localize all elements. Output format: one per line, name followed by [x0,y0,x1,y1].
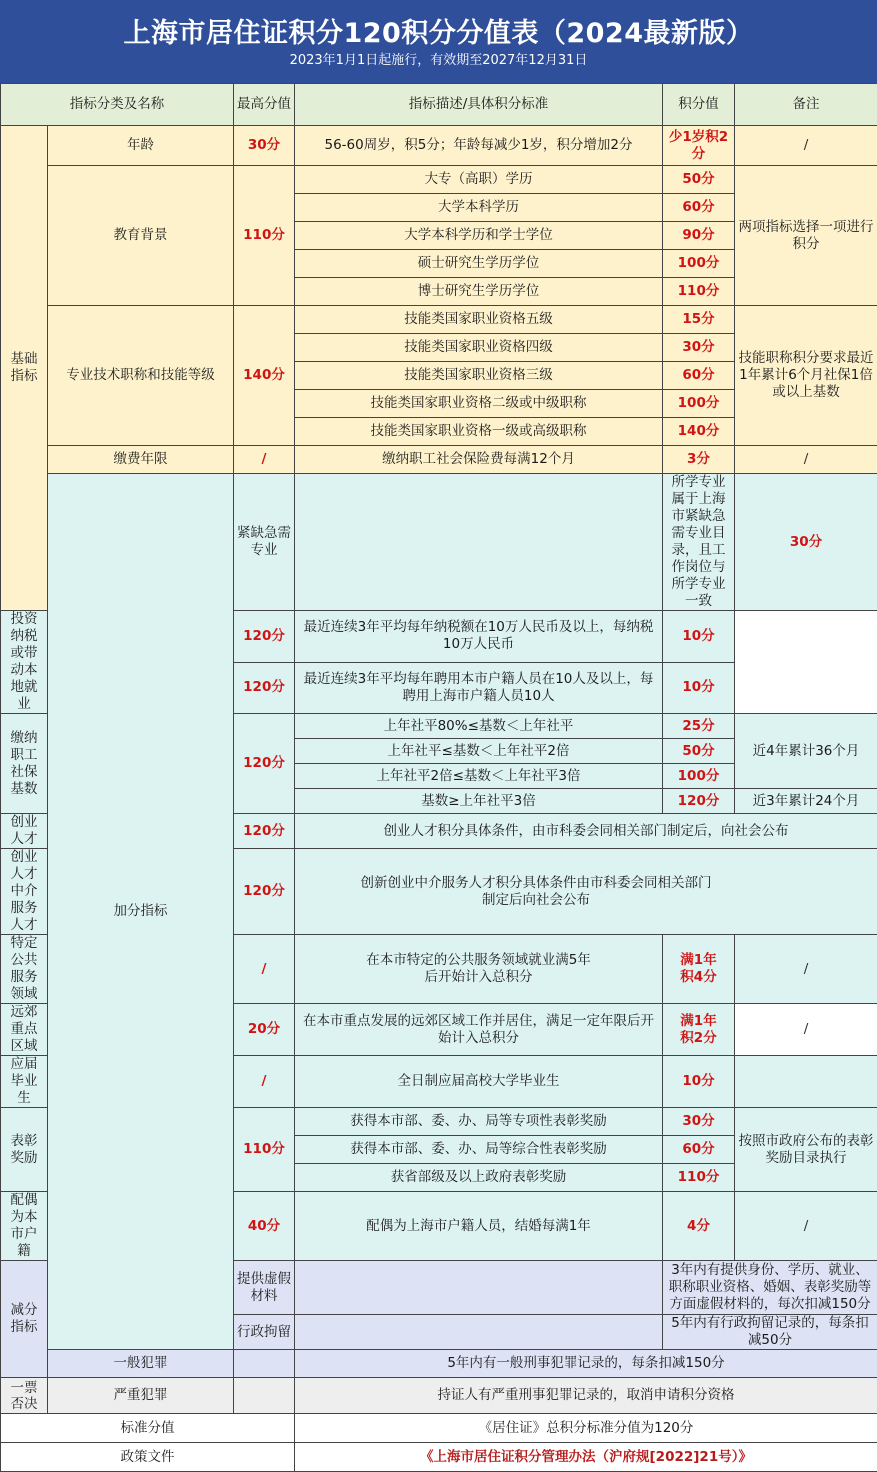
row-score: 60分 [663,1136,735,1164]
row-name: 远郊重点区域 [1,1004,48,1056]
row-score: 10分 [663,1056,735,1108]
note-choose-one: 两项指标选择一项进行积分 [735,166,877,306]
row-note: / [735,1192,877,1261]
row-desc: 大专（高职）学历 [295,166,663,194]
row-name: 创业人才 [1,814,48,849]
row-max: 120分 [234,814,295,849]
row-desc: 所学专业属于上海市紧缺急需专业目录，且工作岗位与所学专业一致 [663,474,735,611]
row-desc: 大学本科学历 [295,194,663,222]
row-max: 120分 [234,662,295,714]
row-score: 30分 [663,1108,735,1136]
table-row [1,1443,877,1472]
row-name: 严重犯罪 [48,1378,234,1414]
row-max: 140分 [234,306,295,446]
table-row [1,306,877,334]
row-score: 60分 [663,362,735,390]
row-name: 表彰奖励 [1,1108,48,1192]
row-note: / [735,1004,877,1056]
row-score: 满1年积4分 [663,935,735,1004]
note-social-36: 近4年累计36个月 [735,714,877,789]
row-desc: 配偶为上海市户籍人员，结婚每满1年 [295,1192,663,1261]
row-score: 100分 [663,390,735,418]
row-score: 15分 [663,306,735,334]
page-subtitle: 2023年1月1日起施行，有效期至2027年12月31日 [0,52,877,70]
row-score: 50分 [663,739,735,764]
row-name: 创业人才中介服务人才 [1,849,48,935]
row-desc: 大学本科学历和学士学位 [295,222,663,250]
row-desc: 获得本市部、委、办、局等专项性表彰奖励 [295,1108,663,1136]
row-note: / [735,446,877,474]
row-score: 10分 [663,662,735,714]
row-name: 投资纳税或带动本地就业 [1,611,48,714]
row-score: 100分 [663,250,735,278]
row-name: 年龄 [48,126,234,166]
note-skill-requirement: 技能职称积分要求最近1年累计6个月社保1倍或以上基数 [735,306,877,446]
row-score: 30分 [735,474,877,611]
row-max [295,1315,663,1350]
row-name: 一般犯罪 [48,1350,234,1378]
table-header-row [1,84,877,126]
header-note: 备注 [735,84,877,126]
row-score: 110分 [663,1164,735,1192]
row-desc: 56-60周岁，积5分；年龄每减少1岁，积分增加2分 [295,126,663,166]
row-desc: 5年内有一般刑事犯罪记录的，每条扣减150分 [295,1350,877,1378]
row-score: 4分 [663,1192,735,1261]
row-desc: 博士研究生学历学位 [295,278,663,306]
row-name: 提供虚假材料 [234,1261,295,1315]
row-desc: 最近连续3年平均每年纳税额在10万人民币及以上，每纳税10万人民币 [295,611,663,663]
footer-policy-label: 政策文件 [1,1443,295,1472]
row-desc: 全日制应届高校大学毕业生 [295,1056,663,1108]
row-name: 专业技术职称和技能等级 [48,306,234,446]
row-score: 25分 [663,714,735,739]
row-note: / [735,935,877,1004]
row-max: / [234,935,295,1004]
row-score: 10分 [663,611,735,663]
row-max: 120分 [234,849,295,935]
row-max: 110分 [234,1108,295,1192]
row-score: 120分 [663,789,735,814]
row-note: / [735,126,877,166]
group-bonus: 加分指标 [48,474,234,1350]
row-desc: 上年社平2倍≤基数＜上年社平3倍 [295,764,663,789]
row-score: 30分 [663,334,735,362]
footer-standard-label: 标准分值 [1,1414,295,1443]
row-name: 缴费年限 [48,446,234,474]
footer-policy-value: 《上海市居住证积分管理办法（沪府规[2022]21号）》 [295,1443,877,1472]
note-award: 按照市政府公布的表彰奖励目录执行 [735,1108,877,1192]
table-row [1,446,877,474]
row-max [234,1350,295,1378]
row-max: 40分 [234,1192,295,1261]
row-score: 少1岁积2分 [663,126,735,166]
row-desc: 技能类国家职业资格五级 [295,306,663,334]
row-desc: 上年社平≤基数＜上年社平2倍 [295,739,663,764]
row-max: 20分 [234,1004,295,1056]
row-desc: 获得本市部、委、办、局等综合性表彰奖励 [295,1136,663,1164]
row-score: 3分 [663,446,735,474]
row-desc: 获省部级及以上政府表彰奖励 [295,1164,663,1192]
row-desc: 3年内有提供身份、学历、就业、职称职业资格、婚姻、表彰奖励等方面虚假材料的，每次扣减150分 [663,1261,877,1315]
row-desc: 技能类国家职业资格二级或中级职称 [295,390,663,418]
row-max: 110分 [234,166,295,306]
row-note [735,1056,877,1108]
row-score: 满1年积2分 [663,1004,735,1056]
row-desc: 最近连续3年平均每年聘用本市户籍人员在10人及以上，每聘用上海市户籍人员10人 [295,662,663,714]
row-score: 50分 [663,166,735,194]
row-max [295,1261,663,1315]
header-score: 积分值 [663,84,735,126]
row-score: 60分 [663,194,735,222]
row-name: 缴纳职工社保基数 [1,714,48,814]
row-desc: 在本市重点发展的远郊区域工作并居住，满足一定年限后开始计入总积分 [295,1004,663,1056]
row-max: 120分 [234,714,295,814]
header-max: 最高分值 [234,84,295,126]
row-max: 120分 [234,611,295,663]
row-max: 30分 [234,126,295,166]
header-category: 指标分类及名称 [1,84,234,126]
row-desc: 5年内有行政拘留记录的，每条扣减50分 [663,1315,877,1350]
page-header [0,0,877,83]
row-desc: 技能类国家职业资格四级 [295,334,663,362]
row-desc: 上年社平80%≤基数＜上年社平 [295,714,663,739]
row-score: 100分 [663,764,735,789]
score-table [0,83,877,1472]
row-desc: 技能类国家职业资格一级或高级职称 [295,418,663,446]
row-name: 紧缺急需专业 [234,474,295,611]
row-score: 110分 [663,278,735,306]
note-social-24: 近3年累计24个月 [735,789,877,814]
table-row [1,474,877,611]
row-max [234,1378,295,1414]
table-row [1,1414,877,1443]
row-name: 应届毕业生 [1,1056,48,1108]
table-row [1,1350,877,1378]
header-desc: 指标描述/具体积分标准 [295,84,663,126]
row-desc: 技能类国家职业资格三级 [295,362,663,390]
table-row [1,166,877,194]
page-title: 上海市居住证积分120积分分值表（2024最新版） [0,0,877,50]
group-veto: 一票否决 [1,1378,48,1414]
row-desc: 在本市特定的公共服务领域就业满5年后开始计入总积分 [295,935,663,1004]
table-row [1,126,877,166]
row-score: 140分 [663,418,735,446]
row-score: 90分 [663,222,735,250]
row-max [295,474,663,611]
row-desc: 硕士研究生学历学位 [295,250,663,278]
row-name: 特定公共服务领域 [1,935,48,1004]
footer-standard-value: 《居住证》总积分标准分值为120分 [295,1414,877,1443]
row-desc: 基数≥上年社平3倍 [295,789,663,814]
row-name: 行政拘留 [234,1315,295,1350]
row-max: / [234,1056,295,1108]
row-name: 教育背景 [48,166,234,306]
group-deduct: 减分指标 [1,1261,48,1378]
group-basic: 基础指标 [1,126,48,611]
row-max: / [234,446,295,474]
row-desc: 创新创业中介服务人才积分具体条件由市科委会同相关部门制定后向社会公布 [295,849,877,935]
row-desc: 缴纳职工社会保险费每满12个月 [295,446,663,474]
row-desc: 创业人才积分具体条件，由市科委会同相关部门制定后，向社会公布 [295,814,877,849]
table-row [1,1378,877,1414]
row-desc: 持证人有严重刑事犯罪记录的，取消申请积分资格 [295,1378,877,1414]
row-name: 配偶为本市户籍 [1,1192,48,1261]
